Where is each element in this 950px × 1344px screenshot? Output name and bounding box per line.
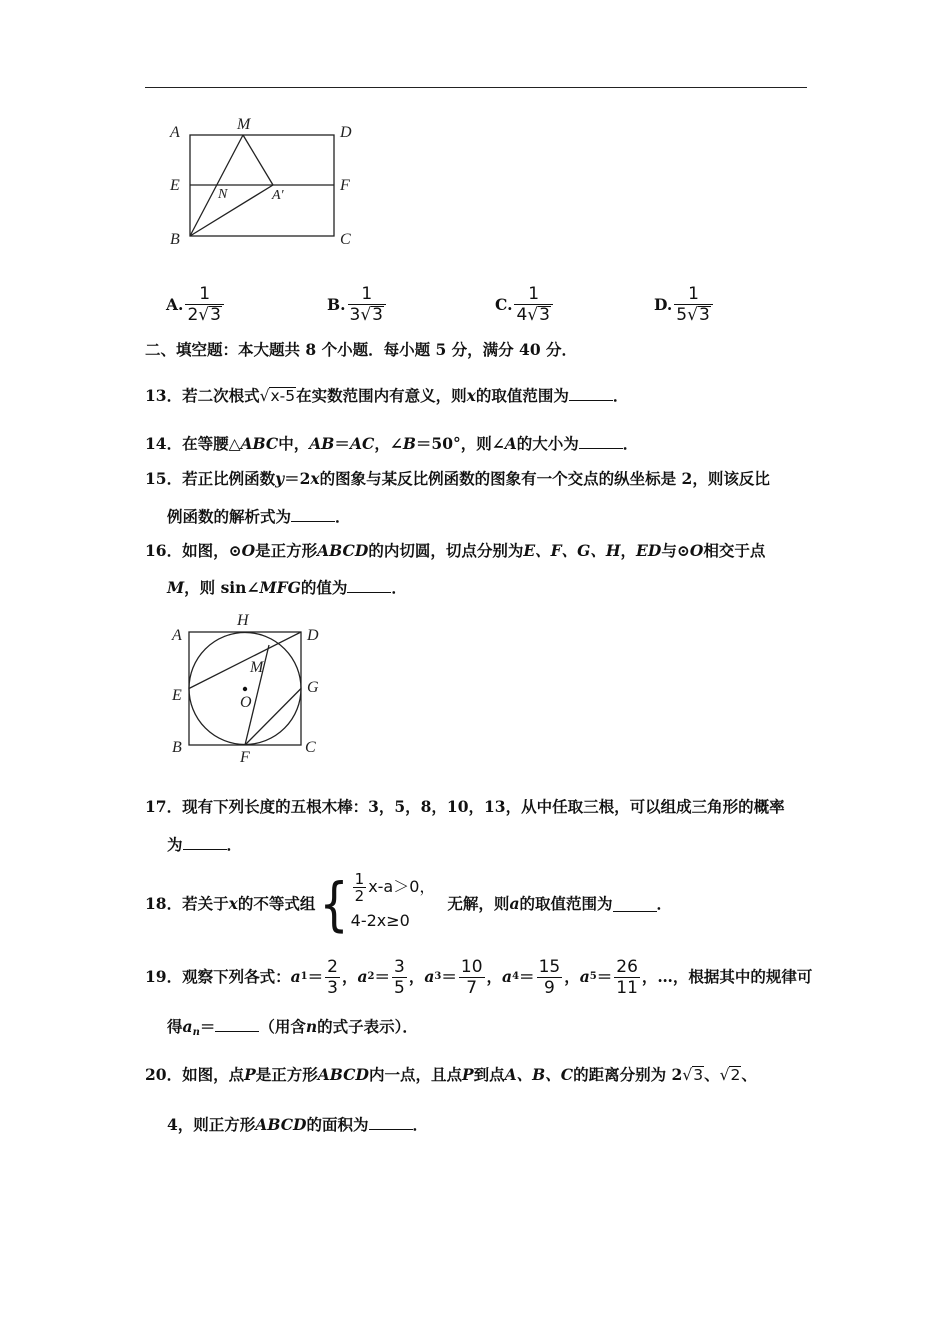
label-B: B <box>172 739 182 756</box>
label-M: M <box>237 116 251 133</box>
label-B: B <box>170 231 180 248</box>
option-c[interactable] <box>495 284 555 325</box>
figure-square-circle <box>160 608 340 768</box>
option-letter: A. <box>166 295 184 314</box>
option-fraction: $\frac{1}{4√3}$ <box>514 284 553 325</box>
question-13: 13．若二次根式√x-5在实数范围内有意义，则x的取值范围为 ． <box>145 386 629 405</box>
inequality-system: { $\frac{1}{2}$ x-a＞0， 4-2x≥0 <box>319 869 436 938</box>
label-F: F <box>240 749 250 766</box>
answer-blank[interactable] <box>291 507 335 522</box>
question-20: 20．如图，点P是正方形ABCD内一点，且点P到点A、B、C的距离分别为 2√3、√2、 <box>145 1065 757 1084</box>
answer-blank[interactable] <box>579 434 623 449</box>
question-20-line2: 4，则正方形ABCD的面积为 ． <box>167 1115 429 1134</box>
label-O: O <box>240 694 252 711</box>
question-17: 17．现有下列长度的五根木棒：3，5，8，10，13，从中任取三根，可以组成三角形的概率 <box>145 797 785 816</box>
label-A: A <box>172 627 182 644</box>
figure-rectangle-fold <box>160 112 360 252</box>
label-E: E <box>172 687 182 704</box>
answer-blank[interactable] <box>569 386 613 401</box>
question-15-line2: 例函数的解析式为 ． <box>167 507 351 526</box>
option-b[interactable] <box>327 284 388 325</box>
question-16: 16．如图，⊙O是正方形ABCD的内切圆，切点分别为E、F、G、H，ED与⊙O相交于点 <box>145 541 766 560</box>
question-14: 14．在等腰△ABC中，AB＝AC，∠B＝50°，则∠A的大小为 ． <box>145 434 639 453</box>
option-fraction: $\frac{1}{2√3}$ <box>185 284 224 325</box>
option-fraction: $\frac{1}{3√3}$ <box>348 284 387 325</box>
label-H: H <box>237 612 249 629</box>
answer-blank[interactable] <box>347 578 391 593</box>
question-17-line2: 为 ． <box>167 835 243 854</box>
question-15: 15．若正比例函数y＝2x的图象与某反比例函数的图象有一个交点的纵坐标是 2，则该反比 <box>145 469 770 488</box>
option-letter: D. <box>654 295 673 314</box>
question-19-line2: 得$a_n=$ （用含n的式子表示）． <box>167 1017 418 1038</box>
label-N: N <box>218 187 228 202</box>
section-heading: 二、填空题：本大题共 8 个小题．每小题 5 分，满分 40 分． <box>145 340 578 359</box>
label-G: G <box>307 679 319 696</box>
question-19: 19． 观察下列各式： a 1 ＝ $\frac{2}{3}$ ， a 2 ＝ $\frac{3}{5}$ ， a 3 ＝ $\frac{10}{7}$ ， a 4 ＝ $\frac{15}{9}$ ， a 5 ＝ $\frac{26}{11}$ ，…，根据其中的规律可 <box>145 956 813 998</box>
label-A-prime: A′ <box>272 188 284 203</box>
answer-blank[interactable] <box>613 897 657 912</box>
label-A: A <box>170 124 180 141</box>
option-d[interactable] <box>654 284 715 325</box>
label-D: D <box>307 627 319 644</box>
option-letter: C. <box>495 295 513 314</box>
answer-blank[interactable] <box>215 1017 259 1032</box>
label-E: E <box>170 177 180 194</box>
label-C: C <box>305 739 316 756</box>
answer-blank[interactable] <box>183 835 227 850</box>
header-rule <box>145 87 807 88</box>
answer-blank[interactable] <box>369 1115 413 1130</box>
label-D: D <box>340 124 352 141</box>
label-M: M <box>250 659 264 676</box>
label-C: C <box>340 231 351 248</box>
option-letter: B. <box>327 295 346 314</box>
option-fraction: $\frac{1}{5√3}$ <box>674 284 713 325</box>
option-a[interactable] <box>166 284 226 325</box>
question-18: 18． 若关于 x 的不等式组 { $\frac{1}{2}$ x-a＞0， 4-2x≥0 无解，则 a 的取值范围为 ． <box>145 869 673 938</box>
label-F: F <box>340 177 350 194</box>
question-16-line2: M，则 sin∠MFG的值为 ． <box>167 578 407 597</box>
